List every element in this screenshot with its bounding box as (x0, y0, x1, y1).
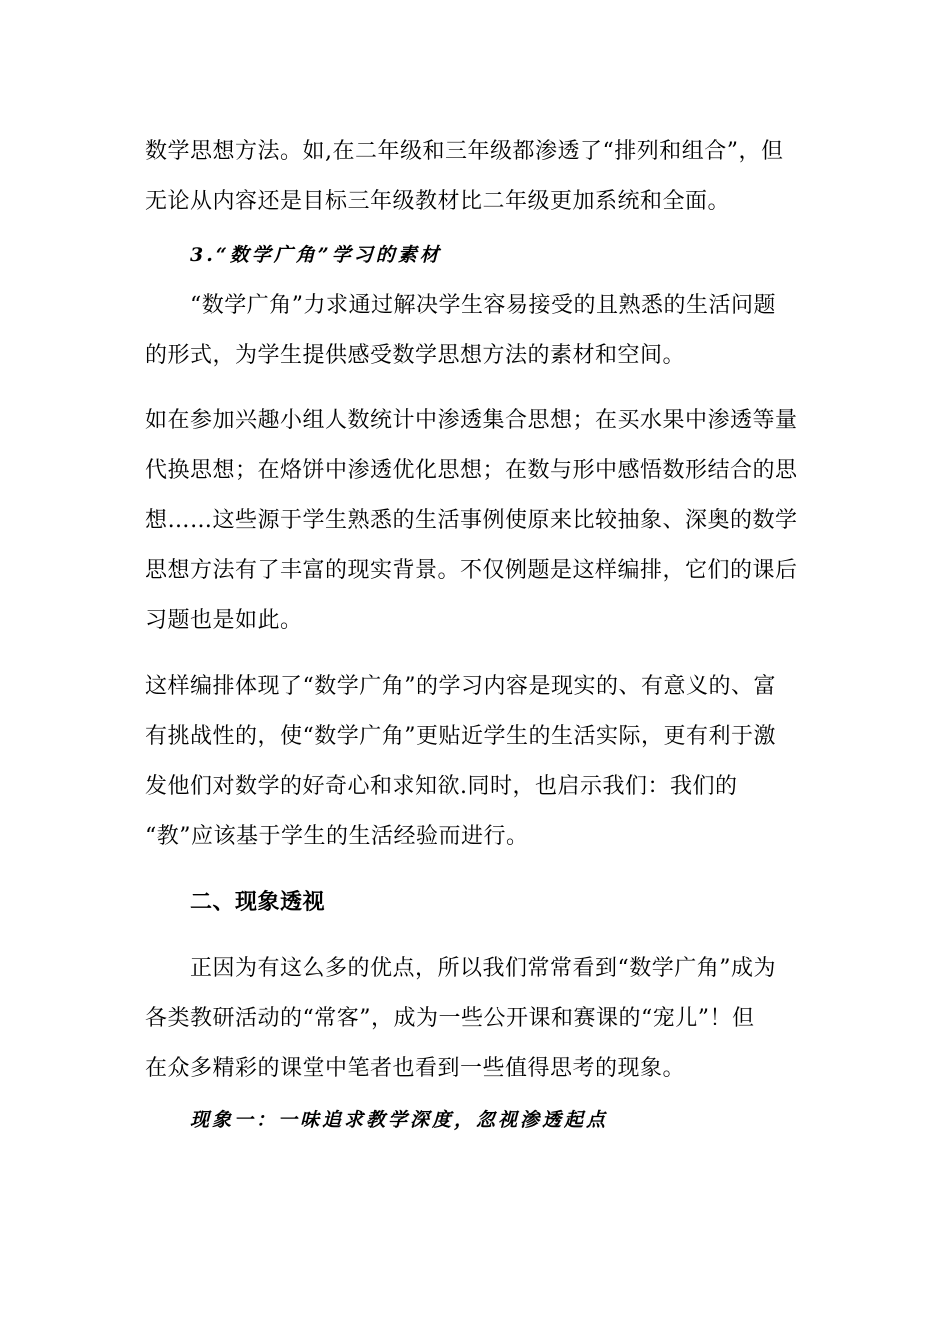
paragraph-2-line-2: 的形式，为学生提供感受数学思想方法的素材和空间。 (145, 343, 686, 368)
subsection-heading-3: 3.“数学广角”学习的素材 (190, 244, 442, 266)
phenomenon-heading: 现象一：一味追求教学深度，忽视渗透起点 (190, 1109, 609, 1131)
paragraph-2-line-1: “数学广角”力求通过解决学生容易接受的且熟悉的生活问题 (190, 293, 776, 318)
paragraph-3-line-5: 习题也是如此。 (145, 608, 303, 633)
paragraph-4-line-1: 这样编排体现了“数学广角”的学习内容是现实的、有意义的、富 (145, 674, 776, 699)
paragraph-3-line-3: 想……这些源于学生熟悉的生活事例使原来比较抽象、深奥的数学 (145, 508, 798, 533)
paragraph-3-line-1: 如在参加兴趣小组人数统计中渗透集合思想；在买水果中渗透等量 (145, 408, 798, 433)
paragraph-3-line-4: 思想方法有了丰富的现实背景。不仅例题是这样编排，它们的课后 (145, 558, 798, 583)
paragraph-5-line-3: 在众多精彩的课堂中笔者也看到一些值得思考的现象。 (145, 1056, 686, 1081)
paragraph-3-line-2: 代换思想；在烙饼中渗透优化思想；在数与形中感悟数形结合的思 (145, 458, 798, 483)
paragraph-5-line-2: 各类教研活动的“常客”，成为一些公开课和赛课的“宠儿”！但 (145, 1006, 755, 1031)
section-heading: 二、现象透视 (190, 890, 326, 915)
paragraph-1-line-1: 数学思想方法。如,在二年级和三年级都渗透了“排列和组合”，但 (145, 139, 784, 164)
paragraph-4-line-3: 发他们对数学的好奇心和求知欲.同时，也启示我们：我们的 (145, 774, 738, 799)
paragraph-4-line-2: 有挑战性的，使“数学广角”更贴近学生的生活实际，更有利于激 (145, 724, 776, 749)
paragraph-1-line-2: 无论从内容还是目标三年级教材比二年级更加系统和全面。 (145, 189, 731, 214)
paragraph-4-line-4: “教”应该基于学生的生活经验而进行。 (145, 824, 529, 849)
paragraph-5-line-1: 正因为有这么多的优点，所以我们常常看到“数学广角”成为 (190, 956, 776, 981)
